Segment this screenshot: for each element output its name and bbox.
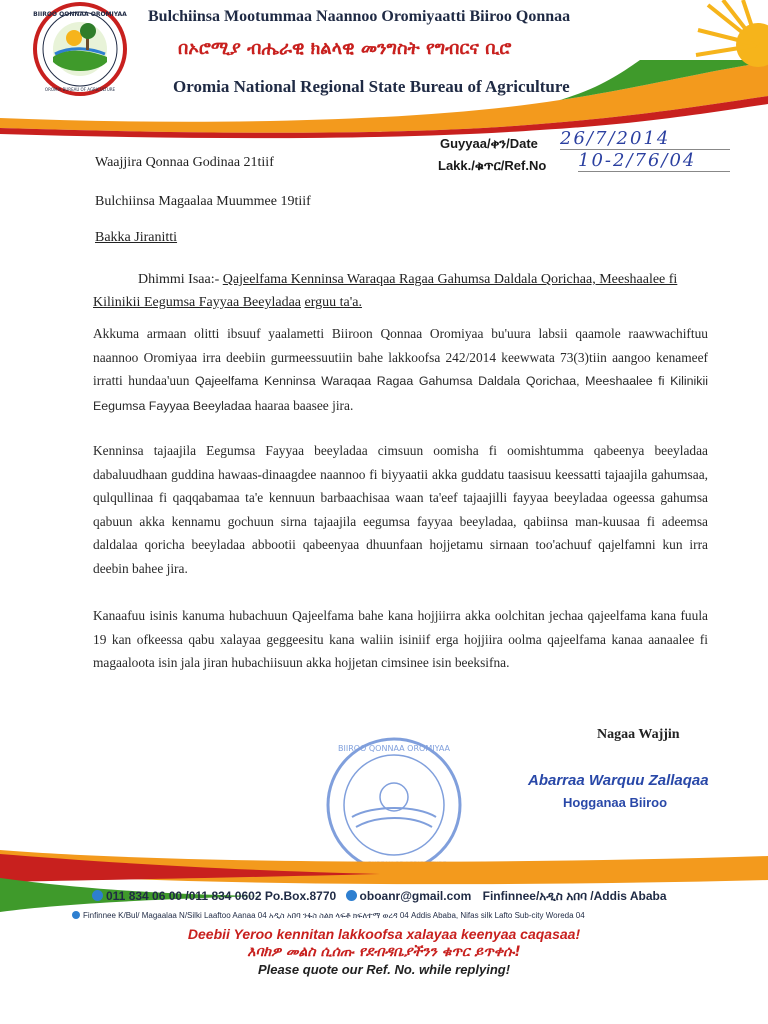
footer-reply-oromo: Deebii Yeroo kennitan lakkoofsa xalayaa keenyaa caqasaa! bbox=[187, 926, 581, 942]
date-label: Guyyaa/ቀን/Date bbox=[440, 136, 538, 151]
recipient-3: Bakka Jiranitti bbox=[95, 230, 178, 245]
logo-bottom-text: OROMIA BUREAU OF AGRICULTURE bbox=[44, 87, 116, 92]
header-amharic: በኦሮሚያ ብሔራዊ ክልላዊ መንግስት የግብርና ቢሮ bbox=[178, 38, 512, 59]
header-english: Oromia National Regional State Bureau of Agriculture bbox=[173, 77, 570, 96]
signer-name: Abarraa Warquu Zallaqaa bbox=[528, 772, 709, 789]
header-oromo: Bulchiinsa Mootummaa Naannoo Oromiyaatti Biiroo Qonnaa bbox=[148, 8, 571, 25]
closing-greeting: Nagaa Wajjin bbox=[597, 727, 680, 742]
paragraph-3: Kanaafuu isinis kanuma hubachuun Qajeelfama bahe kana hojjiirra akka oolchitan jechaa qajeelfama kana fuula 19 kan ofkeessa qabu xalayaa geggeesitu kana waliin isiniif erga hojjiira oolma qajeelfama kanaa aanaalee fi magaaloota isin jala jiran hubachiisuun akka hojjetan cimsinee isin beeksifna. bbox=[93, 608, 708, 670]
footer-address-line bbox=[72, 911, 585, 921]
subject-label: Dhimmi Isaa:- bbox=[138, 272, 220, 287]
logo-top-text: BIIROO QONNAA OROMIYAA bbox=[33, 11, 127, 18]
footer-address: Finfinnee K/Bul/ Magaalaa N/Silki Laaftoo Aanaa 04 አዲስ አበባ ንፋስ ስልክ ላፍቶ ክፍለተማ ወረዳ 04 Addis Ababa, Nifas silk Lafto Sub-city Woreda 04 bbox=[83, 911, 585, 920]
paragraph-1-intro: Akkuma armaan olitti ibsuuf yaalametti Biiroon Qonnaa Oromiyaa bu'uura labsii qaamole raawwachiftuu naannoo Oromiyaa irra deebiin gurmeessuutiin bahe lakkoofsa 242/2014 keewwata 73(3)tiin aangoo kenameef irratti hundaa'uun bbox=[93, 326, 708, 388]
subject-text: Qajeelfama Kenninsa Waraqaa Ragaa Gahumsa Daldala Qorichaa, Meeshaalee fi Kilinikii Eegumsa Fayyaa Beeyladaa bbox=[93, 272, 678, 310]
signer-title: Hogganaa Biiroo bbox=[563, 795, 668, 810]
location-icon bbox=[72, 911, 80, 919]
footer-reply-amharic: እባክዎ መልስ ሲሰጡ የደብዳቤያችንን ቁጥር ይጥቀሱ! bbox=[247, 944, 521, 960]
paragraph-2: Kenninsa tajaajila Eegumsa Fayyaa beeyladaa cimsuun oomisha fi oomishtumma qabeenya beeyladaa dabaluudhaan guddina hawaas-dinaagdee naannoo fi biyyaatii akka guddatu taasisuu keessatti tajaajila gahumsaa, qulqullinaa fi qaqqabamaa ta'e kennuun barbaachisaa waan ta'eef tajaajilli fayyaa beeyladaa ogeessa gahumsa qabuun akka kennamu gochuun sirna tajaajila eegumsa fayyaa beeyladaa, qabiinsa man-kuusaa fi adeemsa daldalaa qoricha beeyladaa abbootii qabeenyaa dhuunfaan hojjetamu sirnaan too'achuuf qajelfamni kun irra deebin bahee jira. bbox=[93, 443, 708, 576]
recipient-1: Waajjira Qonnaa Godinaa 21tiif bbox=[95, 155, 274, 170]
footer-phone: 011 834 06 00 /011 834 0602 Po.Box.8770 bbox=[106, 889, 337, 903]
footer-email[interactable]: oboanr@gmail.com bbox=[359, 889, 472, 903]
phone-icon bbox=[92, 890, 103, 901]
subject-tail: erguu ta'a. bbox=[304, 295, 362, 310]
ref-label: Lakk./ቁጥር/Ref.No bbox=[438, 158, 547, 173]
footer-city: Finfinnee/አዲስ አበባ /Addis Ababa bbox=[482, 889, 667, 903]
subject bbox=[93, 268, 708, 314]
sun-icon bbox=[688, 0, 768, 90]
recipient-2: Bulchiinsa Magaalaa Muummee 19tiif bbox=[95, 194, 311, 209]
footer-swoosh bbox=[0, 830, 768, 920]
bureau-logo bbox=[30, 2, 130, 97]
paragraph-1 bbox=[93, 322, 708, 418]
email-icon bbox=[346, 890, 357, 901]
footer-contact bbox=[92, 889, 667, 904]
paragraph-1-title: Qajeelfama Kenninsa Waraqaa Ragaa Gahumsa Daldala Qorichaa, Meeshaalee fi Kilinikii Eegumsa Fayyaa Beeyladaa bbox=[93, 374, 708, 413]
footer-reply-english: Please quote our Ref. No. while replying! bbox=[257, 962, 511, 977]
ref-value: 10-2/76/04 bbox=[578, 150, 730, 172]
paragraph-1-end: haaraa baasee jira. bbox=[254, 397, 354, 413]
date-value: 26/7/2014 bbox=[560, 128, 730, 150]
stamp-top-text: BIIROO QONNAA OROMIYAA bbox=[337, 744, 451, 753]
